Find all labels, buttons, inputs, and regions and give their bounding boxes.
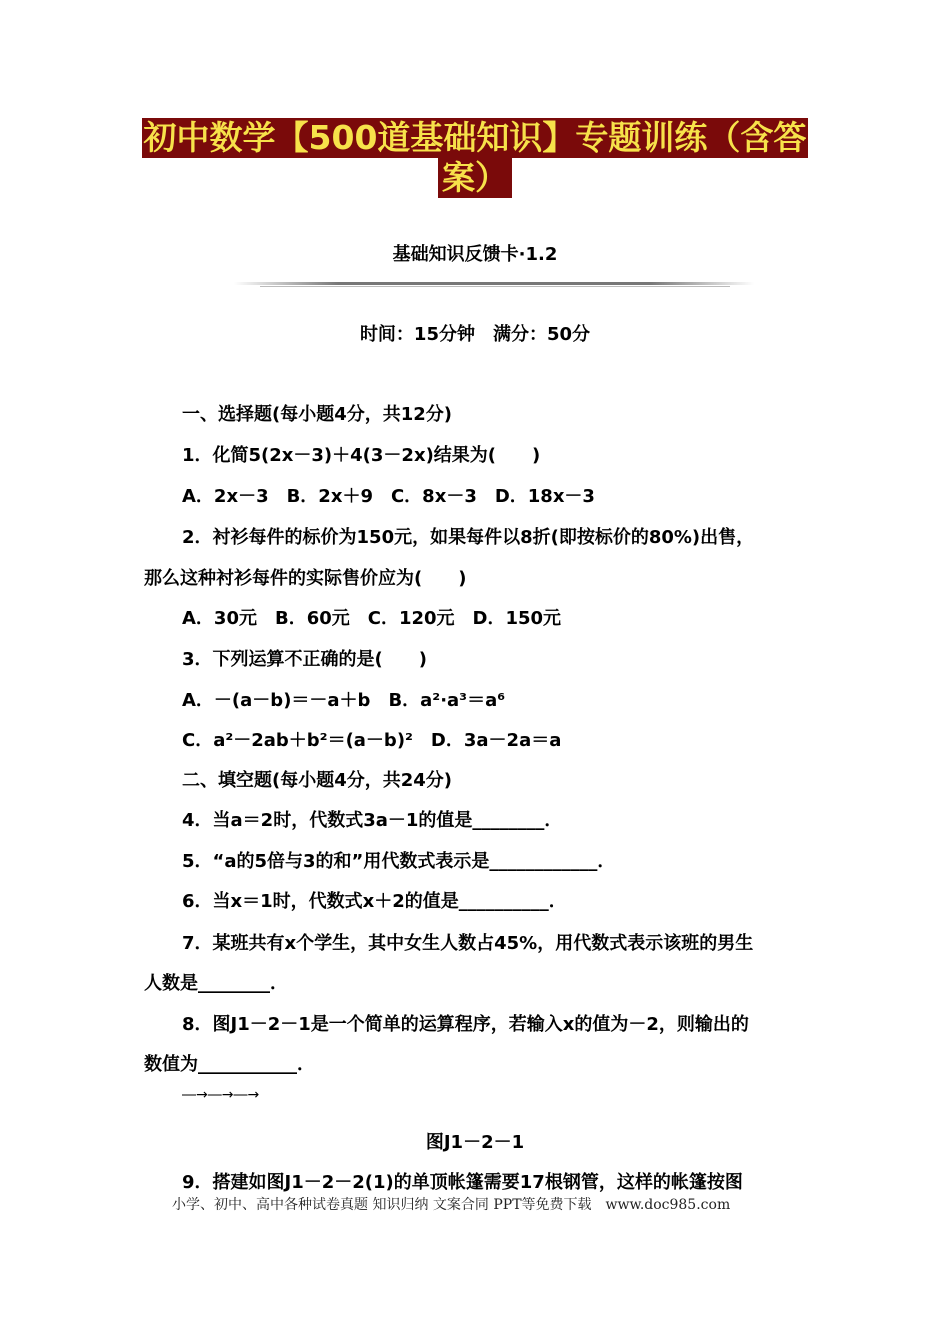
question-3: 3．下列运算不正确的是( ) bbox=[182, 649, 427, 670]
question-8-cont: 数值为___________． bbox=[144, 1054, 315, 1075]
question-1: 1．化简5(2x－3)＋4(3－2x)结果为( ) bbox=[182, 445, 541, 466]
question-6: 6．当x＝1时，代数式x＋2的值是__________． bbox=[182, 891, 567, 912]
program-arrows: ―→―→―→ bbox=[182, 1087, 260, 1103]
question-2: 2．衬衫每件的标价为150元，如果每件以8折(即按标价的80%)出售， bbox=[182, 527, 755, 548]
question-2-options: A．30元 B．60元 C．120元 D．150元 bbox=[182, 608, 562, 629]
question-4: 4．当a＝2时，代数式3a－1的值是________． bbox=[182, 810, 563, 831]
question-5: 5．“a的5倍与3的和”用代数式表示是____________． bbox=[182, 851, 616, 872]
divider-line-shadow bbox=[260, 286, 730, 287]
question-9: 9．搭建如图J1－2－2(1)的单顶帐篷需要17根钢管，这样的帐篷按图 bbox=[182, 1172, 743, 1193]
question-7-cont: 人数是________． bbox=[144, 973, 288, 994]
title-line-2: 案） bbox=[438, 158, 512, 198]
section-heading-choice: 一、选择题(每小题4分，共12分) bbox=[182, 404, 453, 425]
footer-watermark: 小学、初中、高中各种试卷真题 知识归纳 文案合同 PPT等免费下载 www.doc985.com bbox=[172, 1197, 731, 1213]
question-3-options-cd: C．a²－2ab＋b²＝(a－b)² D．3a－2a＝a bbox=[182, 730, 562, 751]
question-1-options: A．2x－3 B．2x＋9 C．8x－3 D．18x－3 bbox=[182, 486, 595, 507]
time-and-score: 时间：15分钟 满分：50分 bbox=[359, 324, 591, 345]
question-2-cont: 那么这种衬衫每件的实际售价应为( ) bbox=[144, 568, 467, 589]
document-title-banner bbox=[0, 118, 950, 198]
question-3-options-ab: A．－(a－b)＝－a＋b B．a²·a³＝a⁶ bbox=[182, 690, 506, 711]
title-line-1: 初中数学【500道基础知识】专题训练（含答 bbox=[143, 118, 807, 157]
question-7: 7．某班共有x个学生，其中女生人数占45%，用代数式表示该班的男生 bbox=[182, 933, 754, 954]
section-subtitle: 基础知识反馈卡·1.2 bbox=[392, 244, 558, 265]
question-8: 8．图J1－2－1是一个简单的运算程序，若输入x的值为－2，则输出的 bbox=[182, 1014, 749, 1035]
divider-line bbox=[234, 282, 754, 285]
section-heading-fill: 二、填空题(每小题4分，共24分) bbox=[182, 770, 453, 791]
figure-caption: 图J1－2－1 bbox=[425, 1132, 525, 1153]
